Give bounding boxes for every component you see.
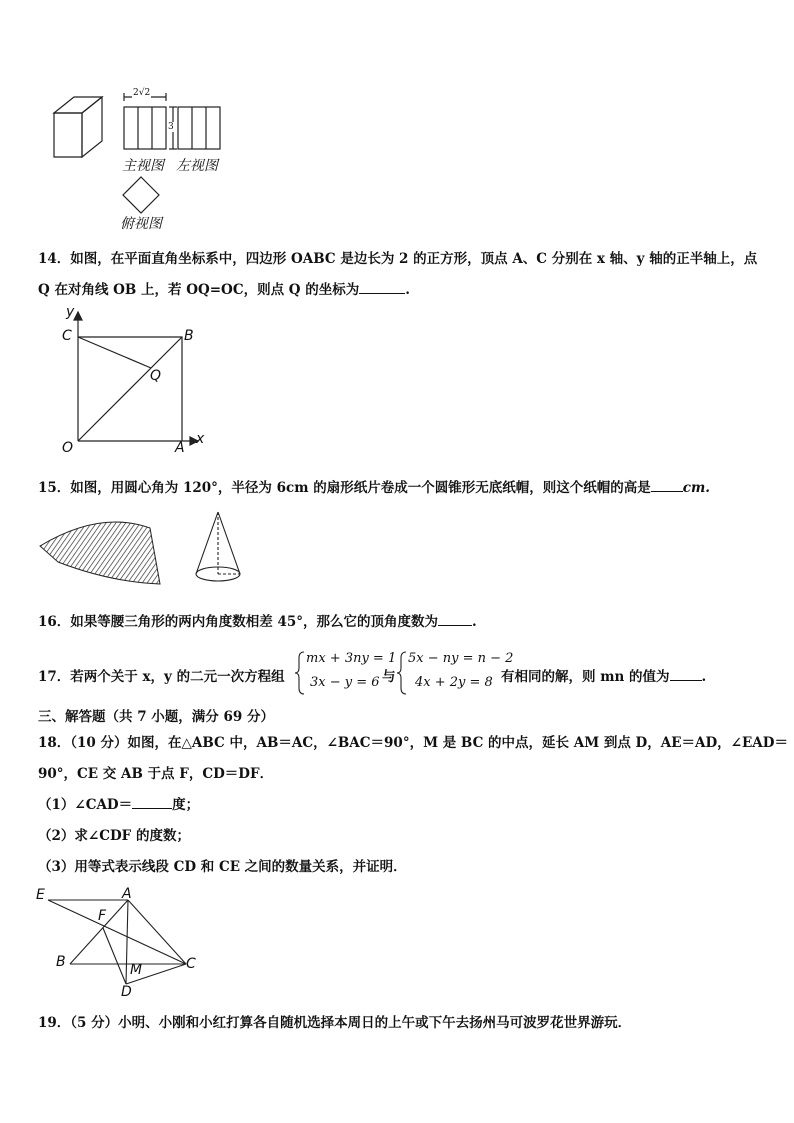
- point-M-label: M: [130, 962, 143, 978]
- q15-text: 15．如图，用圆心角为 120°，半径为 6cm 的扇形纸片卷成一个圆锥形无底纸帽，则这个纸帽的高是: [38, 480, 651, 496]
- q18-sub1-before: （1）∠CAD＝: [38, 797, 133, 813]
- point-C-label: C: [186, 956, 196, 972]
- sector-and-cone-figure: [38, 508, 258, 600]
- point-O-label: O: [62, 440, 74, 456]
- q18-line1: 18．（10 分）如图，在△ABC 中，AB＝AC，∠BAC＝90°，M 是 BC 的中点，延长 AM 到点 D，AE＝AD，∠EAD＝: [38, 735, 788, 751]
- point-A-label: A: [175, 440, 185, 456]
- sector-cone-drawing: [38, 508, 258, 600]
- left-view-label: 左视图: [176, 158, 218, 174]
- q17-end: .: [701, 669, 707, 685]
- q16-text: 16．如果等腰三角形的两内角度数相差 45°，那么它的顶角度数为: [38, 614, 439, 630]
- q14-line1: 14．如图，在平面直角坐标系中，四边形 OABC 是边长为 2 的正方形，顶点 A、C 分别在 x 轴、y 轴的正半轴上，点: [38, 251, 758, 267]
- q18-line2: 90°，CE 交 AB 于点 F，CD＝DF．: [38, 766, 274, 782]
- q14-line2-text: Q 在对角线 OB 上，若 OQ=OC，则点 Q 的坐标为: [38, 282, 360, 298]
- point-B-label: B: [56, 954, 66, 970]
- system2-eq1: 5x − ny = n − 2: [408, 651, 514, 666]
- point-A-label: A: [122, 886, 132, 902]
- point-D-label: D: [121, 984, 132, 1000]
- point-C-label: C: [62, 328, 72, 344]
- top-view-label: 俯视图: [120, 216, 162, 232]
- answer-blank: [359, 279, 405, 294]
- square-figure: [58, 306, 208, 458]
- dim-top-label: 2√2: [133, 88, 151, 98]
- question-18: [38, 728, 788, 883]
- system1-eq2: 3x − y = 6: [310, 675, 380, 690]
- question-19: 19．（5 分）小明、小刚和小红打算各自随机选择本周日的上午或下午去扬州马可波罗花世界游玩．: [38, 1015, 632, 1031]
- point-Q-label: Q: [150, 368, 162, 384]
- dim-side-label: 3: [168, 122, 174, 132]
- system2-eq2: 4x + 2y = 8: [415, 675, 493, 690]
- front-view-label: 主视图: [122, 158, 164, 174]
- section-heading: 三、解答题（共 7 小题，满分 69 分）: [38, 709, 274, 725]
- left-brace-2: [396, 650, 408, 696]
- point-E-label: E: [36, 887, 45, 903]
- left-brace-1: [294, 650, 306, 696]
- question-16: [38, 607, 763, 638]
- answer-blank: [651, 477, 683, 492]
- q14-line2-end: .: [405, 282, 410, 298]
- point-F-label: F: [98, 908, 107, 924]
- q15-end: cm.: [682, 480, 710, 496]
- question-14: [38, 244, 763, 306]
- three-views-figure: [44, 85, 234, 235]
- q14-line2: [38, 275, 763, 306]
- point-B-label: B: [184, 328, 194, 344]
- axis-x-label: x: [196, 431, 205, 447]
- question-17: [38, 648, 763, 700]
- q17-text-before: 17．若两个关于 x，y 的二元一次方程组: [38, 669, 285, 685]
- q17-text-after-wrap: [501, 665, 706, 685]
- q17-mid: 与: [382, 669, 396, 685]
- q18-sub1-after: 度；: [172, 797, 200, 813]
- q16-end: .: [472, 614, 477, 630]
- q17-text-after: 有相同的解，则 mn 的值为: [501, 669, 670, 685]
- q18-sub3: （3）用等式表示线段 CD 和 CE 之间的数量关系，并证明．: [38, 859, 407, 875]
- answer-blank: [670, 666, 702, 681]
- q18-sub1: [38, 790, 763, 821]
- system1-eq1: mx + 3ny = 1: [306, 651, 397, 666]
- answer-blank: [132, 794, 172, 809]
- triangle-figure: [36, 884, 206, 1002]
- q18-sub2: （2）求∠CDF 的度数；: [38, 828, 190, 844]
- question-15: [38, 473, 763, 504]
- answer-blank: [438, 611, 472, 626]
- axis-y-label: y: [66, 304, 75, 320]
